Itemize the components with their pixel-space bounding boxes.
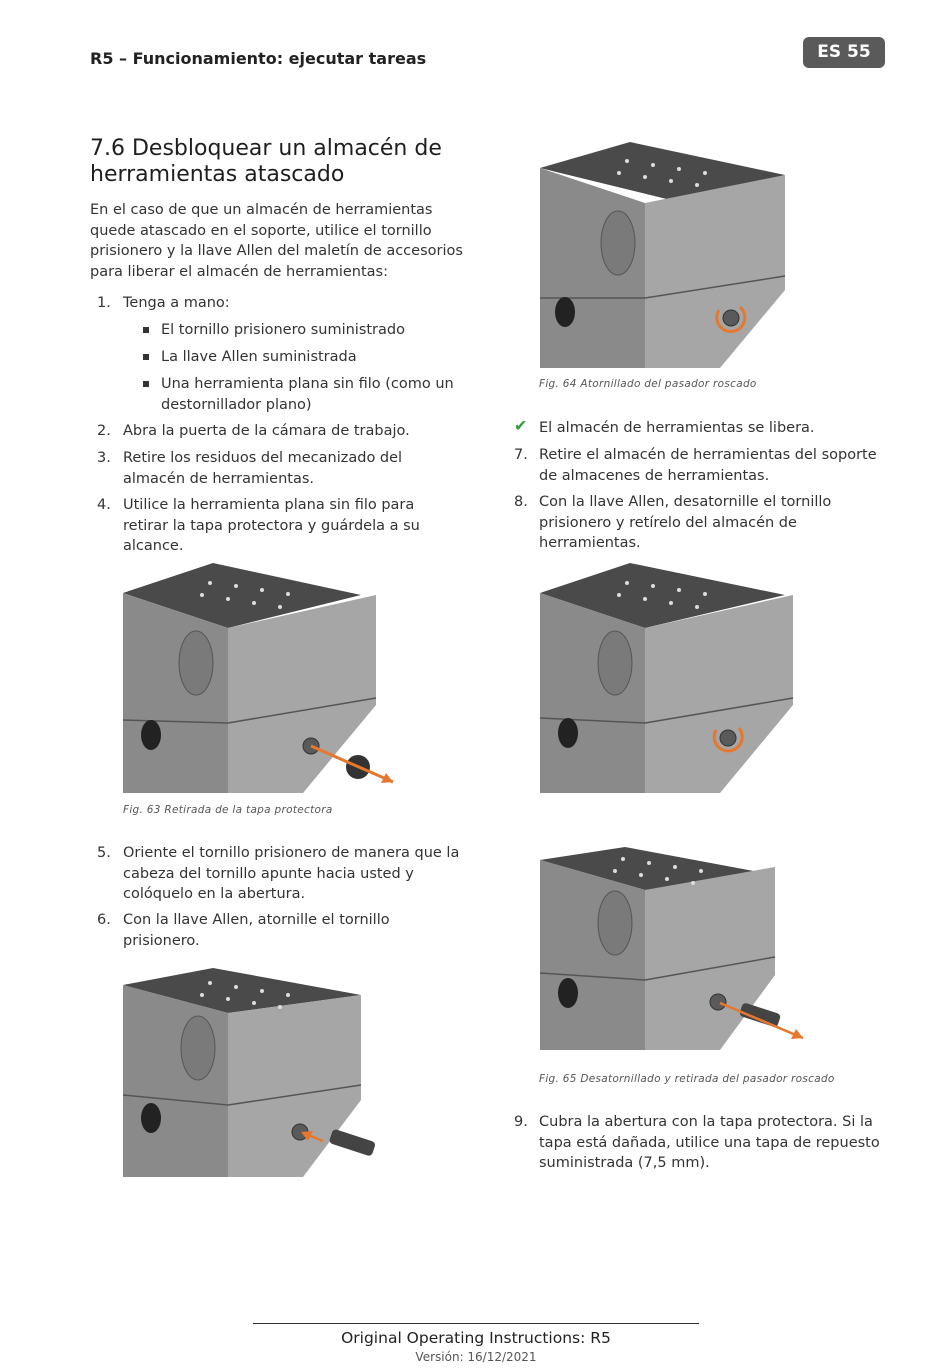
step-number: 1.: [97, 295, 111, 311]
checkmark-icon: ✔: [514, 416, 528, 435]
figure-64-caption: Fig. 64 Atornillado del pasador roscado: [539, 378, 757, 390]
step-number: 5.: [97, 845, 111, 861]
step-number: 6.: [97, 912, 111, 928]
bullet-marker: [143, 354, 149, 360]
footer-title: Original Operating Instructions: R5: [341, 1329, 611, 1347]
figure-63-image: [118, 555, 403, 800]
step-number: 9.: [514, 1114, 528, 1130]
footer-version: Versión: 16/12/2021: [415, 1350, 537, 1364]
step-text: Con la llave Allen, atornille el tornillo prisionero.: [123, 912, 390, 949]
bullet-item: El tornillo prisionero suministrado: [161, 322, 405, 338]
figure-unscrew-image: [535, 555, 800, 800]
bullet-marker: [143, 381, 149, 387]
step-text: Utilice la herramienta plana sin filo para retirar la tapa protectora y guárdela a su alcance.: [123, 497, 420, 554]
running-head: R5 – Funcionamiento: ejecutar tareas: [90, 49, 427, 68]
step-text: Con la llave Allen, desatornille el tornillo prisionero y retírelo del almacén de herramientas.: [539, 494, 832, 551]
step-text: Tenga a mano:: [123, 295, 230, 311]
figure-65-caption: Fig. 65 Desatornillado y retirada del pasador roscado: [539, 1073, 835, 1085]
footer-divider: [253, 1323, 699, 1324]
figure-65-image: [535, 845, 810, 1060]
figure-63-caption: Fig. 63 Retirada de la tapa protectora: [123, 804, 333, 816]
bullet-item: La llave Allen suministrada: [161, 349, 357, 365]
step-text: Retire el almacén de herramientas del soporte de almacenes de herramientas.: [539, 447, 877, 484]
step-text: Retire los residuos del mecanizado del almacén de herramientas.: [123, 450, 403, 487]
result-text: El almacén de herramientas se libera.: [539, 420, 815, 436]
step-text: Oriente el tornillo prisionero de manera que la cabeza del tornillo apunte hacia usted y colóquelo en la abertura.: [123, 845, 460, 902]
step-text: Abra la puerta de la cámara de trabajo.: [123, 423, 410, 439]
bullet-item: Una herramienta plana sin filo (como un destornillador plano): [161, 376, 454, 413]
step-number: 2.: [97, 423, 111, 439]
section-title: 7.6 Desbloquear un almacén de herramientas atascado: [90, 136, 442, 187]
page-number-badge: ES 55: [803, 37, 885, 68]
figure-screw-insert-image: [118, 965, 403, 1185]
step-text: Cubra la abertura con la tapa protectora. Si la tapa está dañada, utilice una tapa de repuesto suministrada (7,5 mm).: [539, 1114, 880, 1171]
bullet-marker: [143, 327, 149, 333]
step-number: 8.: [514, 494, 528, 510]
step-number: 3.: [97, 450, 111, 466]
step-number: 7.: [514, 447, 528, 463]
step-number: 4.: [97, 497, 111, 513]
intro-paragraph: En el caso de que un almacén de herramientas quede atascado en el soporte, utilice el tornillo prisionero y la llave Allen del maletín de accesorios para liberar el almacén de herramientas:: [90, 202, 463, 280]
figure-64-image: [535, 135, 795, 375]
